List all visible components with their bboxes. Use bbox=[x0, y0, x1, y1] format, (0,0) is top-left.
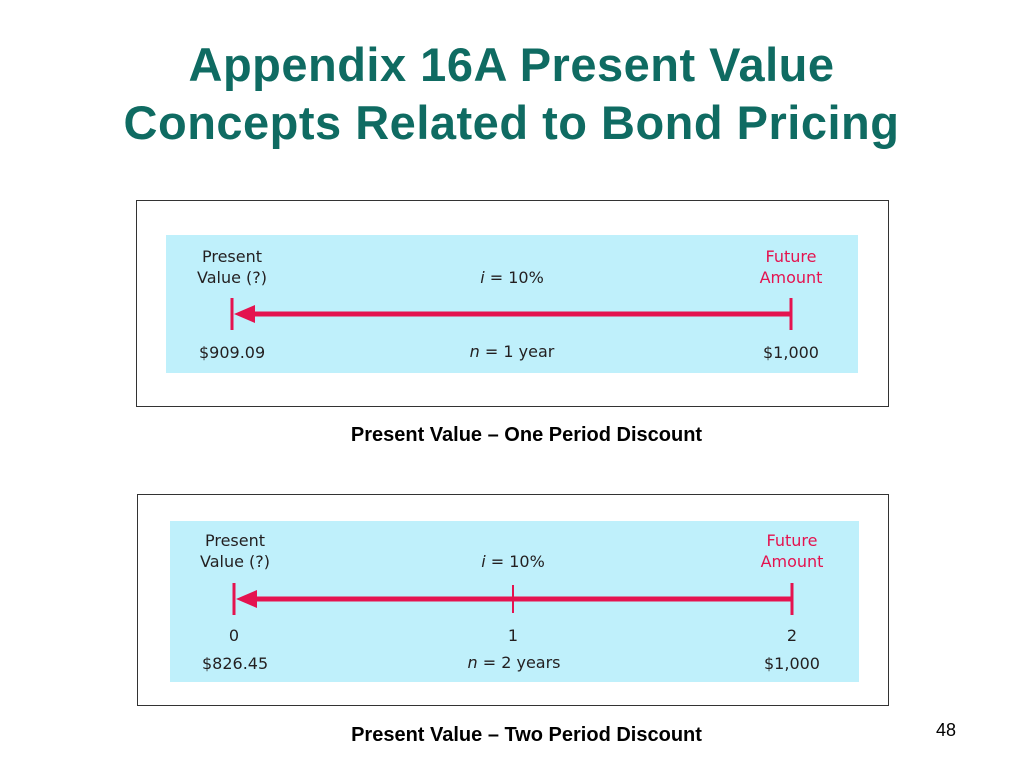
period-tick-1-label: 1 bbox=[507, 626, 519, 645]
period-variable: n bbox=[469, 342, 480, 361]
interest-rate-label bbox=[481, 551, 545, 572]
period-value: = 2 years bbox=[477, 653, 561, 672]
rate-value: = 10% bbox=[484, 268, 544, 287]
period-label bbox=[467, 652, 560, 673]
period-label bbox=[470, 341, 555, 362]
period-tick-2-label: 2 bbox=[786, 626, 798, 645]
page-number: 48 bbox=[936, 720, 957, 740]
timeline-arrow-two-period bbox=[227, 581, 802, 617]
present-value-label-line-1: Present bbox=[204, 531, 266, 550]
rate-value: = 10% bbox=[485, 552, 545, 571]
diagram-one-period-caption: Present Value – One Period Discount bbox=[350, 424, 703, 446]
timeline-arrow-head bbox=[234, 305, 255, 323]
interest-rate-label bbox=[480, 267, 544, 288]
future-amount-value: $1,000 bbox=[763, 343, 819, 362]
period-value: = 1 year bbox=[479, 342, 555, 361]
future-amount-label-line-2: Amount bbox=[759, 268, 823, 287]
timeline-arrow-one-period bbox=[225, 296, 800, 332]
slide-title-line-1: Appendix 16A Present Value bbox=[188, 38, 835, 91]
present-value-label-line-2: Value (?) bbox=[200, 552, 270, 571]
slide-title bbox=[0, 36, 1023, 152]
period-tick-0-label: 0 bbox=[228, 626, 240, 645]
present-value-amount: $826.45 bbox=[202, 654, 269, 673]
rate-variable: i bbox=[480, 268, 485, 287]
present-value-label-line-1: Present bbox=[201, 247, 263, 266]
diagram-two-period-caption: Present Value – Two Period Discount bbox=[351, 724, 702, 746]
present-value-amount: $909.09 bbox=[199, 343, 266, 362]
slide-title-line-2: Concepts Related to Bond Pricing bbox=[123, 96, 900, 149]
present-value-label-line-2: Value (?) bbox=[197, 268, 267, 287]
period-variable: n bbox=[467, 653, 478, 672]
future-amount-value: $1,000 bbox=[764, 654, 820, 673]
future-amount-label-line-1: Future bbox=[765, 247, 817, 266]
future-amount-label-line-1: Future bbox=[766, 531, 818, 550]
future-amount-label-line-2: Amount bbox=[760, 552, 824, 571]
timeline-arrow-head bbox=[236, 590, 257, 608]
rate-variable: i bbox=[481, 552, 486, 571]
